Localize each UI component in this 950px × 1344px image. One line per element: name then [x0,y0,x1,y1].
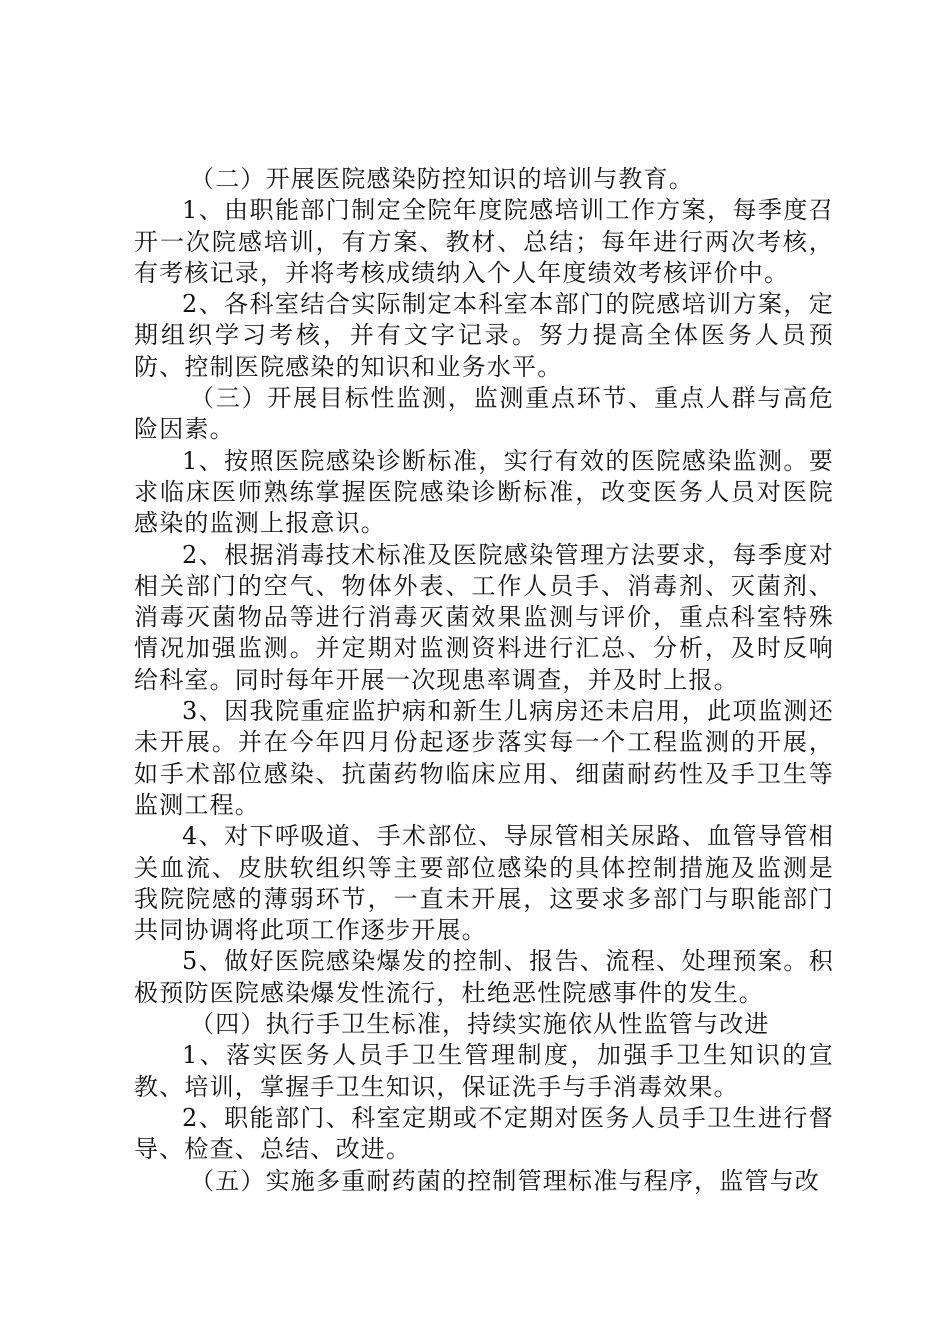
paragraph-item: 1、按照医院感染诊断标准，实行有效的医院感染监测。要求临床医师熟练掌握医院感染诊断标准，改变医务人员对医院感染的监测上报意识。 [134,446,834,538]
section-heading-2: （二）开展医院感染防控知识的培训与教育。 [190,165,694,193]
paragraph-item: 2、各科室结合实际制定本科室本部门的院感培训方案，定期组织学习考核，并有文字记录。努力提高全体医务人员预防、控制医院感染的知识和业务水平。 [134,290,834,381]
document-body [134,164,834,1197]
paragraph-item: 3、因我院重症监护病和新生儿病房还未启用，此项监测还未开展。并在今年四月份起逐步落实每一个工程监测的开展，如手术部位感染、抗菌药物临床应用、细菌耐药性及手卫生等监测工程。 [134,697,834,819]
paragraph-item: 2、职能部门、科室定期或不定期对医务人员手卫生进行督导、检查、总结、改进。 [134,1103,834,1164]
paragraph-item: 1、由职能部门制定全院年度院感培训工作方案，每季度召开一次院感培训，有方案、教材、总结；每年进行两次考核，有考核记录，并将考核成绩纳入个人年度绩效考核评价中。 [134,196,834,287]
paragraph-item: 1、落实医务人员手卫生管理制度，加强手卫生知识的宣教、培训，掌握手卫生知识，保证洗手与手消毒效果。 [134,1041,834,1101]
section-heading-3: （三）开展目标性监测，监测重点环节、重点人群与高危险因素。 [134,384,834,444]
paragraph-item: 2、根据消毒技术标准及医院感染管理方法要求，每季度对相关部门的空气、物体外表、工作人员手、消毒剂、灭菌剂、消毒灭菌物品等进行消毒灭菌效果监测与评价，重点科室特殊情况加强监测。并定期对监测资料进行汇总、分析，及时反响给科室。同时每年开展一次现患率调查，并及时上报。 [134,540,834,694]
section-heading-4: （四）执行手卫生标准，持续实施依从性监管与改进 [190,1010,770,1039]
section-heading-5: （五）实施多重耐药菌的控制管理标准与程序，监管与改 [190,1166,820,1195]
paragraph-item: 5、做好医院感染爆发的控制、报告、流程、处理预案。积极预防医院感染爆发性流行，杜绝恶性院感事件的发生。 [134,947,834,1007]
paragraph-item: 4、对下呼吸道、手术部位、导尿管相关尿路、血管导管相关血流、皮肤软组织等主要部位感染的具体控制措施及监测是我院院感的薄弱环节，一直未开展，这要求多部门与职能部门共同协调将此项工作逐步开展。 [134,822,834,945]
